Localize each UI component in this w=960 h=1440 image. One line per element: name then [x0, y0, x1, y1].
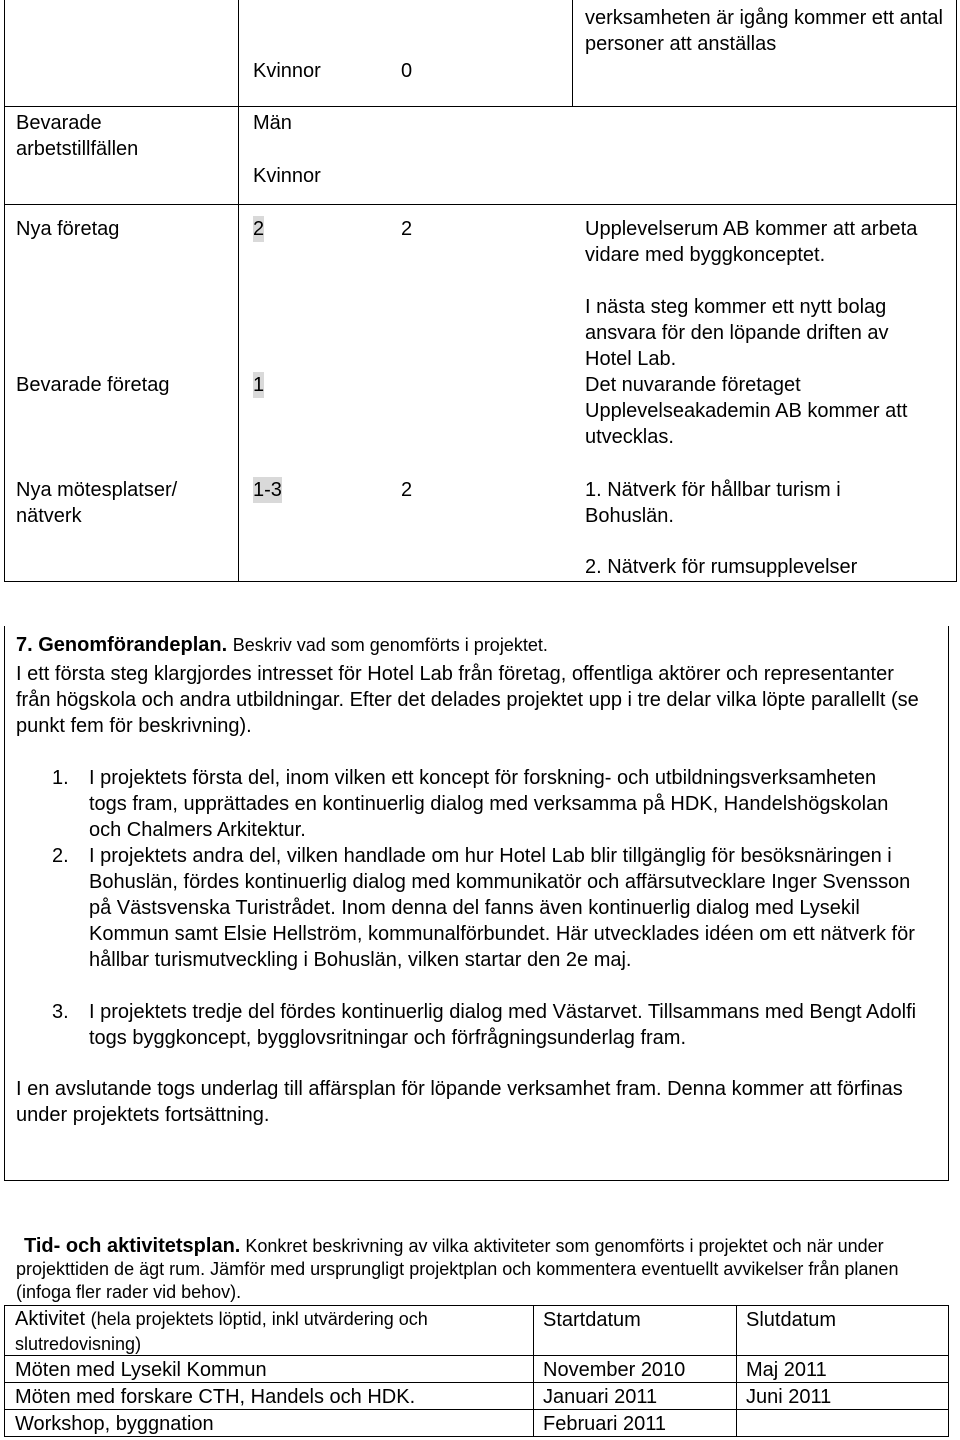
- row-label-bevarade-foretag: Bevarade företag: [16, 374, 170, 396]
- section-7-heading: 7. Genomförandeplan.: [16, 634, 228, 656]
- list-item: I projektets första del, inom vilken ett koncept för forskning- och utbildningsverksamheten togs fram, upprättades en kontinuerlig dialog med verksamma på HDK, Handelshögskolan och Chalmers Arkitektur.: [89, 767, 889, 841]
- section-7-subheading: Beskriv vad som genomförts i projektet.: [232, 635, 548, 655]
- start-column-header: Startdatum: [543, 1309, 641, 1331]
- cell-label-kvinnor: Kvinnor: [253, 60, 321, 82]
- row-label-nya-motesplatser: Nya mötesplatser/ nätverk: [16, 479, 178, 527]
- row-label-bevarade-arbetstillfallen: Bevarade arbetstillfällen: [16, 112, 139, 160]
- cell-description: Upplevelserum AB kommer att arbeta vidare med byggkonceptet.: [585, 218, 918, 266]
- table-row-activity: Möten med forskare CTH, Handels och HDK.: [15, 1386, 416, 1408]
- cell-value: 2: [401, 479, 413, 501]
- list-number: 1.: [52, 767, 69, 789]
- cell-label-kvinnor: Kvinnor: [253, 165, 321, 187]
- cell-value: 0: [401, 60, 413, 82]
- activity-column-header: [15, 1307, 520, 1357]
- row-label-nya-foretag: Nya företag: [16, 218, 120, 240]
- table-row-activity: Workshop, byggnation: [15, 1413, 214, 1435]
- table-row-start: Februari 2011: [543, 1413, 667, 1435]
- cell-description: I nästa steg kommer ett nytt bolag ansvara för den löpande driften av Hotel Lab.: [585, 296, 889, 370]
- section-7-intro: I ett första steg klargjordes intresset för Hotel Lab från företag, offentliga aktörer och representanter från högskola och andra utbildningar. Efter det delades projektet upp i tre delar vilka löpte parallellt (se punkt fem för beskrivning).: [16, 663, 919, 737]
- plan-intro: [16, 1235, 946, 1304]
- list-item: I projektets andra del, vilken handlade om hur Hotel Lab blir tillgänglig för besöksnäringen i Bohuslän, fördes kontinuerlig dialog med kommunikatör och affärsutvecklare Inger Svensson på Västsvenska Turistrådet. Inom denna del fanns även kontinuerlig dialog med Lysekil Kommun samt Elsie Hellström, kommunalförbundet. Här utvecklades idéen om ett nätverk för hållbar turismutveckling i Bohuslän, vilken startar den 2e maj.: [89, 845, 915, 971]
- end-column-header: Slutdatum: [746, 1309, 837, 1331]
- plan-description: Konkret beskrivning av vilka aktiviteter som genomförts i projektet och när under projekttiden de ägt rum. Jämför med ursprungligt projektplan och kommentera eventuellt avvikelser från planen (infoga fler rader vid behov).: [16, 1236, 899, 1302]
- section-7-closing: I en avslutande togs underlag till affärsplan för löpande verksamhet fram. Denna kommer att förfinas under projektets fortsättning.: [16, 1078, 903, 1126]
- plan-heading: Tid- och aktivitetsplan.: [24, 1235, 241, 1257]
- table-row-start: Januari 2011: [543, 1386, 658, 1408]
- cell-value: 1: [253, 374, 265, 396]
- table-row-end: Maj 2011: [746, 1359, 827, 1381]
- cell-label-man: Män: [253, 112, 292, 134]
- list-item: I projektets tredje del fördes kontinuerlig dialog med Västarvet. Tillsammans med Bengt Adolfi togs byggkoncept, bygglovsritningar och förfrågningsunderlag fram.: [89, 1001, 917, 1049]
- activity-header-label: Aktivitet: [15, 1308, 86, 1330]
- cell-description: 2. Nätverk för rumsupplevelser: [585, 556, 858, 578]
- cell-description: 1. Nätverk för hållbar turism i Bohuslän.: [585, 479, 841, 527]
- list-number: 3.: [52, 1001, 69, 1023]
- table-row-end: Juni 2011: [746, 1386, 832, 1408]
- table-row-activity: Möten med Lysekil Kommun: [15, 1359, 267, 1381]
- list-number: 2.: [52, 845, 69, 867]
- table-row-start: November 2010: [543, 1359, 686, 1381]
- section-7-title: [16, 632, 936, 658]
- cell-value: 2: [253, 218, 265, 240]
- cell-description: verksamheten är igång kommer ett antal personer att anställas: [585, 7, 943, 55]
- cell-value: 1-3: [253, 479, 282, 501]
- cell-value: 2: [401, 218, 413, 240]
- cell-description: Det nuvarande företaget Upplevelseakademin AB kommer att utvecklas.: [585, 374, 908, 448]
- activity-header-note: (hela projektets löptid, inkl utvärdering och slutredovisning): [15, 1309, 428, 1354]
